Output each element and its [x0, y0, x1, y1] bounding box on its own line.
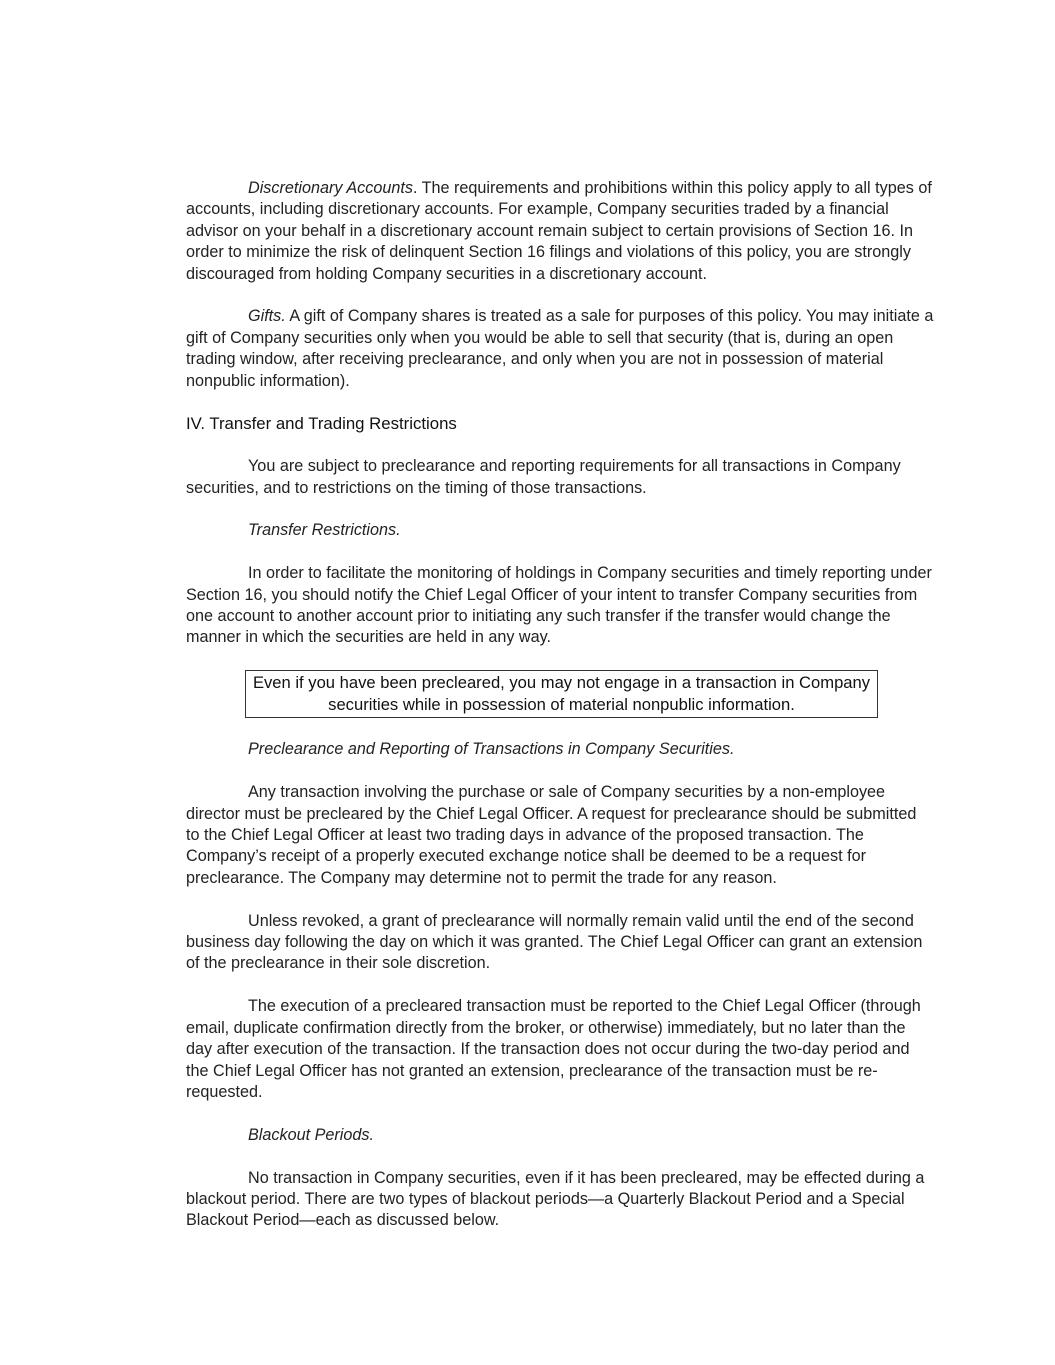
- discretionary-accounts-label: Discretionary Accounts: [248, 179, 413, 197]
- blackout-periods-heading: Blackout Periods.: [248, 1125, 374, 1144]
- discretionary-accounts-text: . The requirements and prohibitions within this policy apply to all types of accounts, including discretionary accounts. For example, Company securities traded by a financial advisor on your behalf in a discretionary account remain subject to certain provisions of Section 16. In order to minimize the risk of delinquent Section 16 filings and violations of this policy, you are strongly discouraged from holding Company securities in a discretionary account.: [186, 179, 932, 283]
- preclearance-paragraph-2: Unless revoked, a grant of preclearance will normally remain valid until the end of the second business day following the day on which it was granted. The Chief Legal Officer can grant an extension of the preclearance in their sole discretion.: [186, 911, 923, 973]
- transfer-restrictions-paragraph: In order to facilitate the monitoring of holdings in Company securities and timely reporting under Section 16, you should notify the Chief Legal Officer of your intent to transfer Company securities from one account to another account prior to initiating any such transfer if the transfer would change the manner in which the securities are held in any way.: [186, 564, 932, 647]
- callout-box: Even if you have been precleared, you may not engage in a transaction in Company securities while in possession of material nonpublic information.: [245, 670, 878, 718]
- blackout-periods-paragraph: No transaction in Company securities, even if it has been precleared, may be effected during a blackout period. There are two types of blackout periods—a Quarterly Blackout Period and a Special Blackout Period—each as discussed below.: [186, 1168, 925, 1230]
- preclearance-paragraph-1: Any transaction involving the purchase or sale of Company securities by a non-employee director must be precleared by the Chief Legal Officer. A request for preclearance should be submitted to the Chief Legal Officer at least two trading days in advance of the proposed transaction. The Company’s receipt of a properly executed exchange notice shall be deemed to be a request for preclearance. The Company may determine not to permit the trade for any reason.: [186, 783, 917, 887]
- gifts-text: A gift of Company shares is treated as a sale for purposes of this policy. You may initiate a gift of Company securities only when you would be able to sell that security (that is, during an open trading window, after receiving preclearance, and only when you are not in possession of material nonpublic information).: [186, 307, 934, 390]
- intro-paragraph: You are subject to preclearance and reporting requirements for all transactions in Company securities, and to restrictions on the timing of those transactions.: [186, 457, 901, 497]
- gifts-label: Gifts.: [248, 307, 286, 326]
- discretionary-accounts-paragraph: [186, 178, 934, 285]
- document-page: [186, 178, 934, 1232]
- gifts-paragraph: [186, 306, 934, 392]
- preclearance-paragraph-3: The execution of a precleared transaction must be reported to the Chief Legal Officer (through email, duplicate confirmation directly from the broker, or otherwise) immediately, but no later than the day after execution of the transaction. If the transaction does not occur during the two-day period and the Chief Legal Officer has not granted an extension, preclearance of the transaction must be re-requested.: [186, 997, 921, 1101]
- transfer-restrictions-heading: Transfer Restrictions.: [248, 521, 401, 540]
- section-heading: IV. Transfer and Trading Restrictions: [186, 414, 457, 434]
- preclearance-heading: Preclearance and Reporting of Transactions in Company Securities.: [248, 740, 735, 759]
